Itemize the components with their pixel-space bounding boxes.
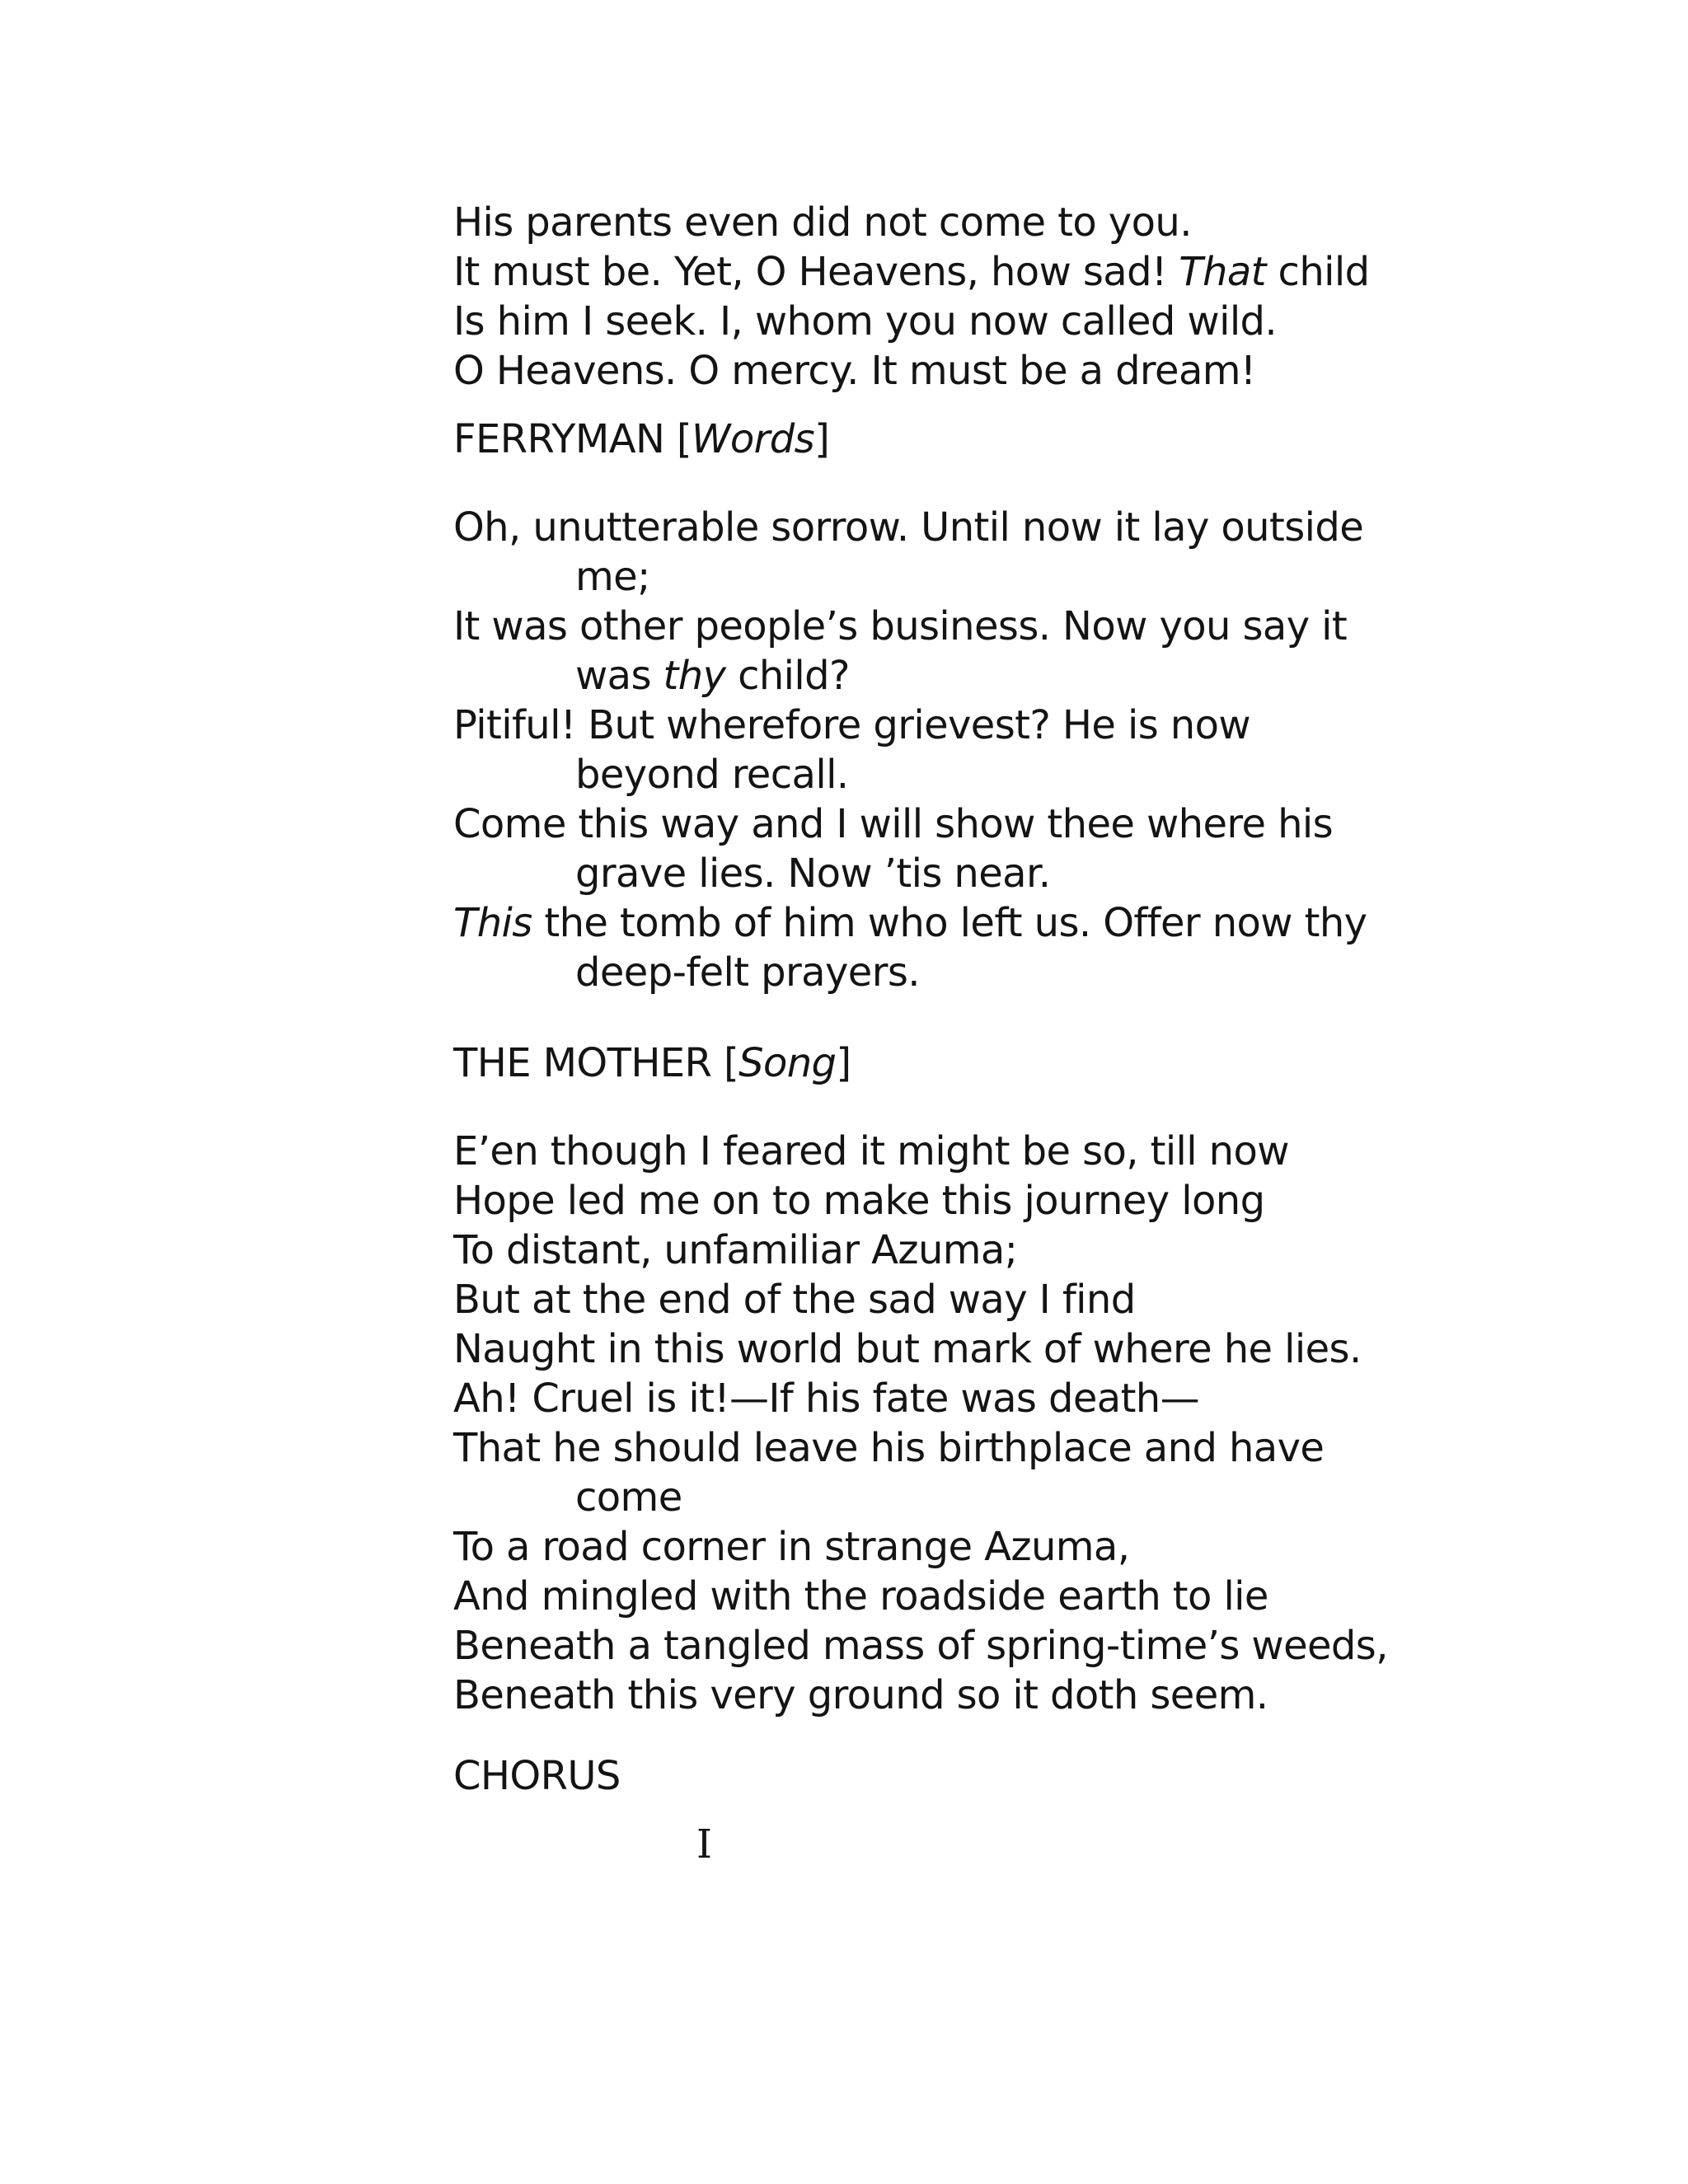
ferryman-speech <box>453 503 1442 997</box>
verse-line: Oh, unutterable sorrow. Until now it lay outside <box>453 504 1364 551</box>
verse-line: But at the end of the sad way I find <box>453 1277 1136 1323</box>
verse-line-continuation: beyond recall. <box>575 752 849 798</box>
verse-line-continuation: deep-felt prayers. <box>575 949 920 996</box>
verse-line: It was other people’s business. Now you say it <box>453 603 1348 649</box>
verse-line: To a road corner in strange Azuma, <box>453 1524 1130 1570</box>
speaker-heading-chorus: CHORUS <box>453 1753 621 1799</box>
verse-line: It must be. Yet, O Heavens, how sad! That child <box>453 249 1370 295</box>
verse-line-continuation: come <box>575 1474 682 1521</box>
section-numeral: I <box>696 1821 712 1868</box>
verse-line: E’en though I feared it might be so, till now <box>453 1128 1289 1174</box>
verse-line: Ah! Cruel is it!—If his fate was death— <box>453 1376 1200 1422</box>
speaker-heading-mother: THE MOTHER [Song] <box>453 1040 851 1086</box>
verse-line-continuation: grave lies. Now ’tis near. <box>575 851 1051 897</box>
verse-line: Beneath a tangled mass of spring-time’s weeds, <box>453 1623 1388 1669</box>
verse-line: This the tomb of him who left us. Offer now thy <box>453 900 1367 946</box>
verse-line-continuation: was thy child? <box>575 653 850 699</box>
verse-line: Hope led me on to make this journey long <box>453 1178 1265 1224</box>
mother-song <box>453 1127 1442 1720</box>
verse-line-continuation: me; <box>575 554 650 600</box>
verse-line: His parents even did not come to you. <box>453 199 1192 246</box>
verse-line: Is him I seek. I, whom you now called wild. <box>453 298 1278 344</box>
verse-line: Beneath this very ground so it doth seem. <box>453 1672 1268 1718</box>
verse-line: O Heavens. O mercy. It must be a dream! <box>453 348 1256 394</box>
verse-line: To distant, unfamiliar Azuma; <box>453 1227 1018 1273</box>
verse-line: That he should leave his birthplace and have <box>453 1425 1325 1471</box>
speaker-heading-ferryman: FERRYMAN [Words] <box>453 416 830 462</box>
verse-line: Come this way and I will show thee where his <box>453 801 1334 847</box>
verse-line: Pitiful! But wherefore grievest? He is now <box>453 702 1251 748</box>
verse-line: Naught in this world but mark of where he lies. <box>453 1326 1362 1372</box>
opening-verse <box>453 198 1442 396</box>
verse-line: And mingled with the roadside earth to lie <box>453 1573 1268 1619</box>
